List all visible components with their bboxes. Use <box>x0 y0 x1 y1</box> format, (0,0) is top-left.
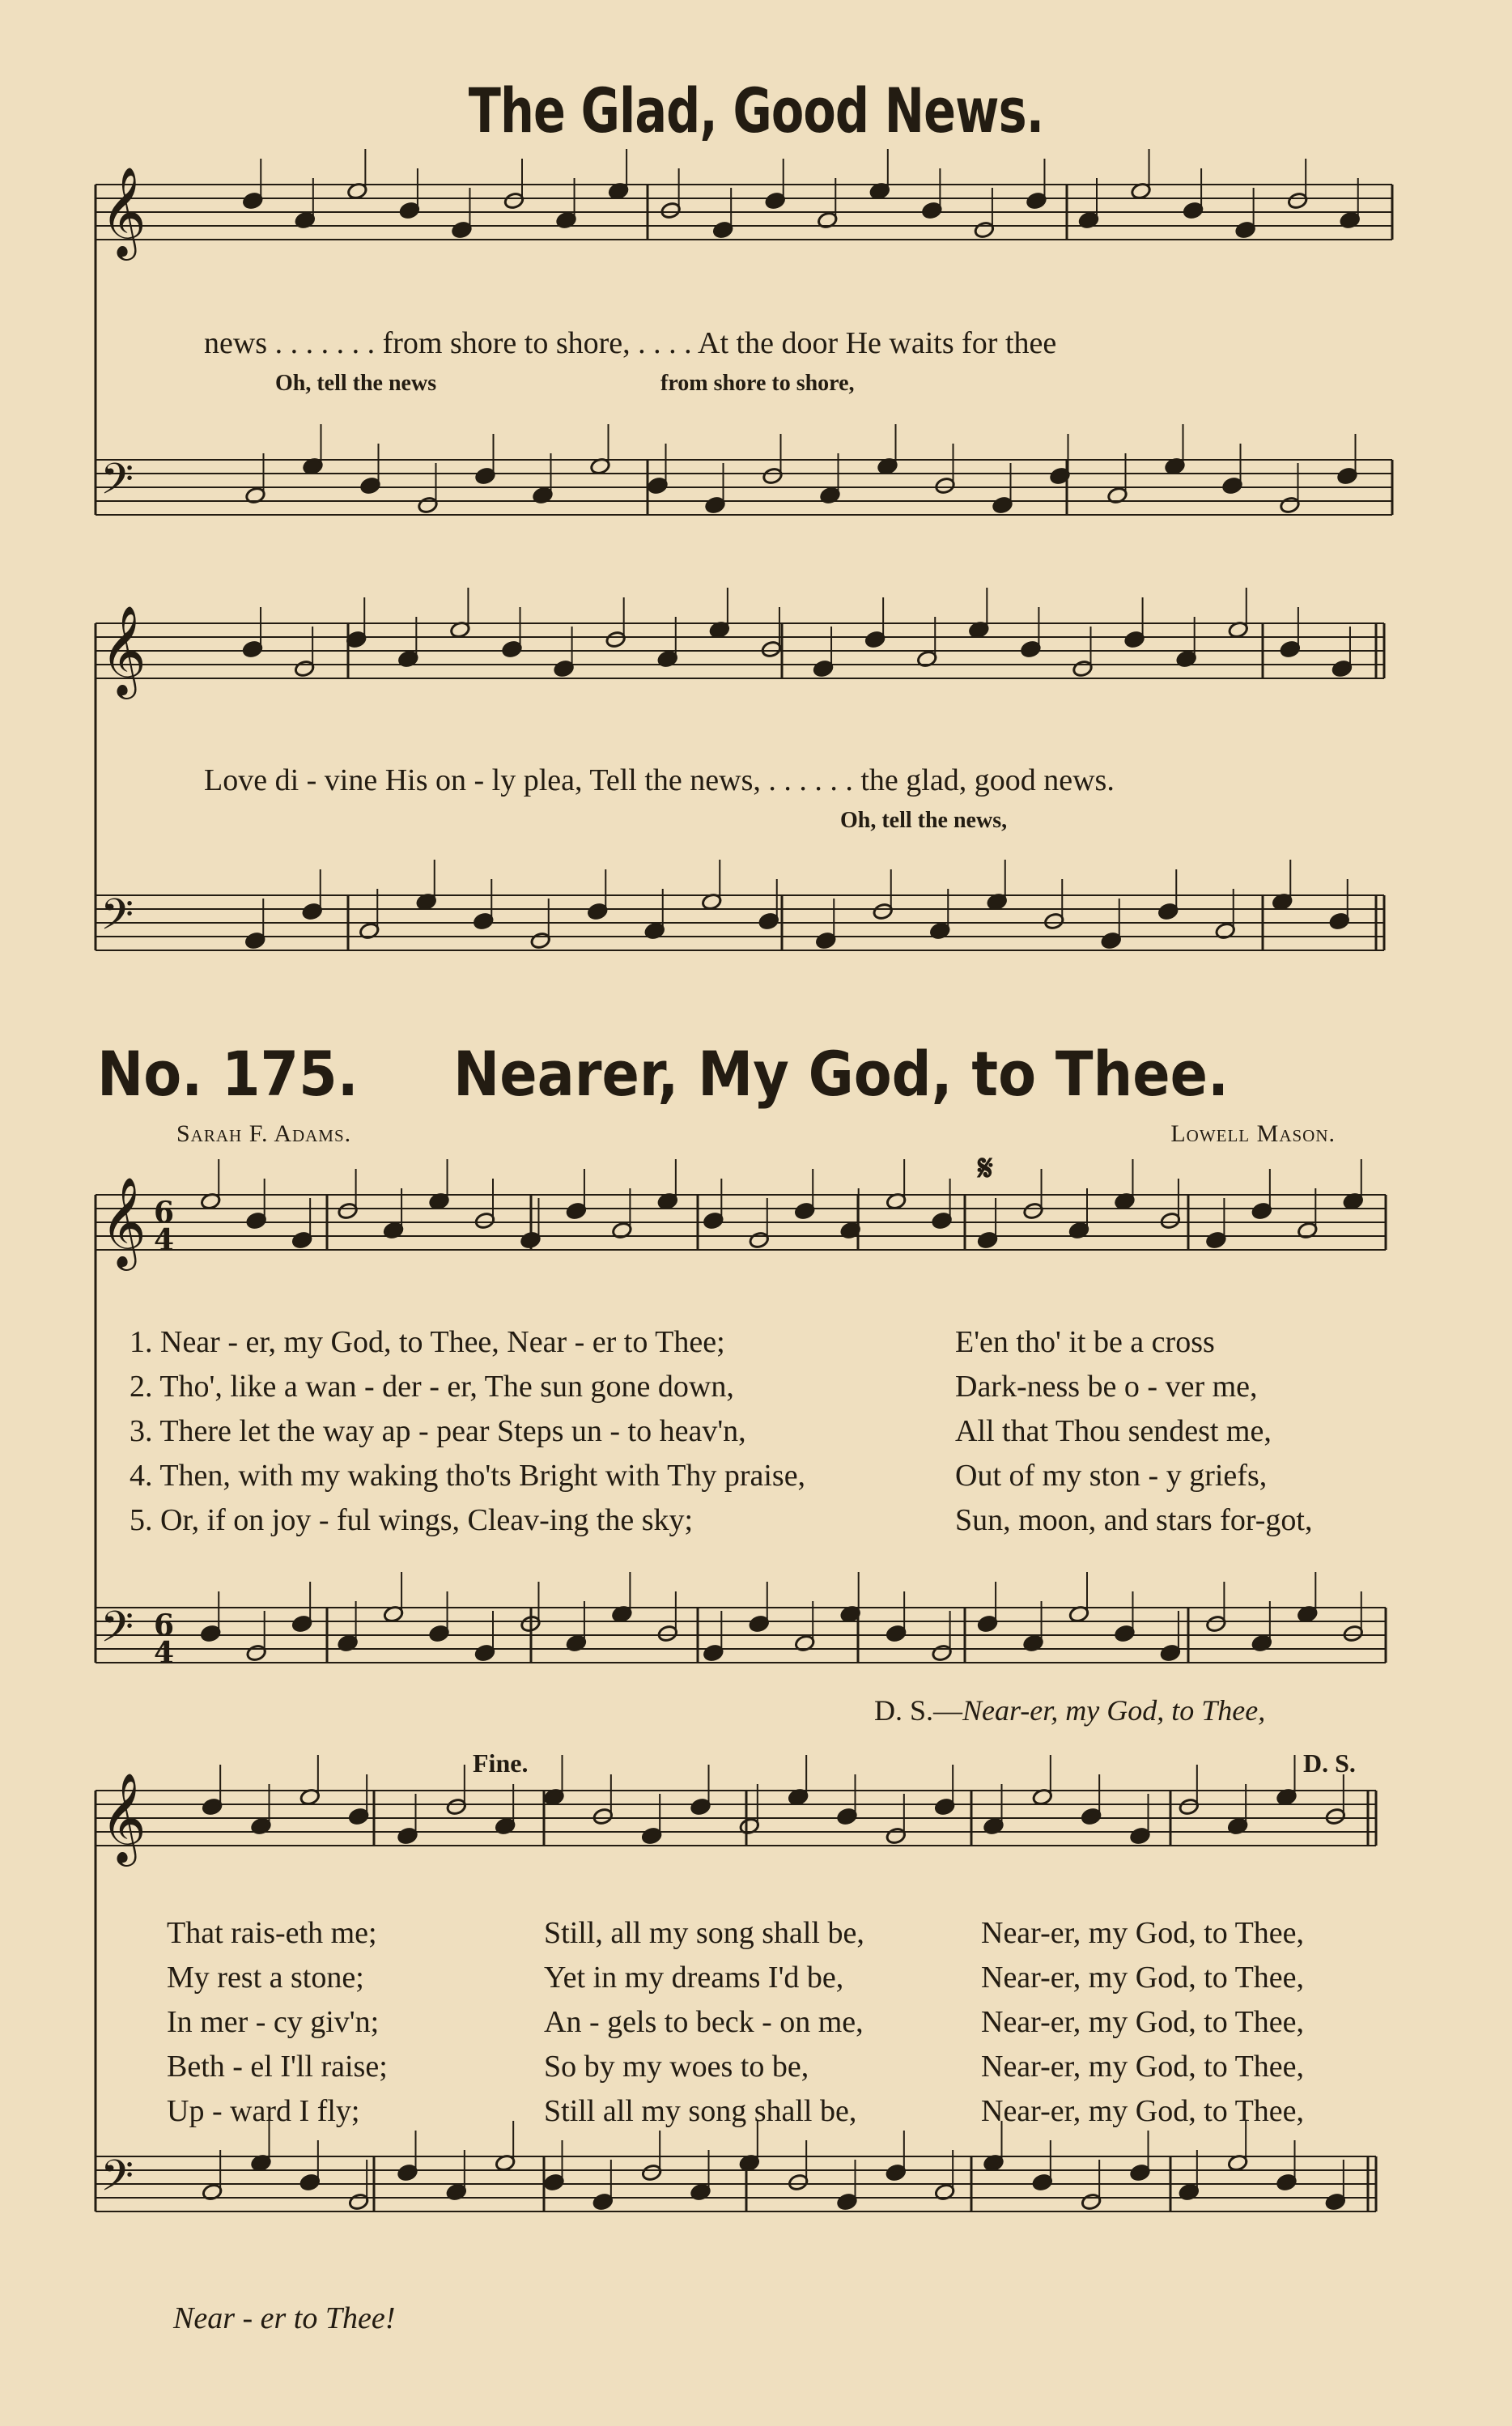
verse-line: 3. There let the way ap - pear Steps un - to heav'n, <box>130 1414 746 1448</box>
treble-clef: 𝄞 <box>100 1176 147 1267</box>
verse-line: E'en tho' it be a cross <box>955 1325 1215 1359</box>
bass-clef: 𝄢 <box>100 890 134 950</box>
verse-line: That rais-eth me; <box>167 1916 377 1950</box>
verse-line: My rest a stone; <box>167 1961 364 1995</box>
verse-line: Dark-ness be o - ver me, <box>955 1370 1258 1404</box>
verse-line: Near-er, my God, to Thee, <box>981 1916 1305 1950</box>
hymn-number: No. 175. <box>97 1038 359 1110</box>
verse-line: All that Thou sendest me, <box>955 1414 1272 1448</box>
ds-text: Near-er, my God, to Thee, <box>962 1694 1266 1727</box>
verse-line: Out of my ston - y griefs, <box>955 1459 1268 1493</box>
verse-line: 1. Near - er, my God, to Thee, Near - er to Thee; <box>130 1325 725 1359</box>
bass-clef: 𝄢 <box>100 1603 134 1663</box>
hymn1-echo-a: Oh, tell the news <box>275 371 437 396</box>
ds-mark: D. S. <box>1303 1748 1356 1778</box>
verse-line: 2. Tho', like a wan - der - er, The sun gone down, <box>130 1370 734 1404</box>
verse-line: Near-er, my God, to Thee, <box>981 1961 1305 1995</box>
ds-label: D. S.— <box>874 1694 963 1727</box>
verse-line: Near-er, my God, to Thee, <box>981 2050 1305 2084</box>
verse-line: Still, all my song shall be, <box>544 1916 864 1950</box>
bass-clef: 𝄢 <box>100 455 134 515</box>
hymn1-lyric-line1: news . . . . . . . from shore to shore, . . . . At the door He waits for thee <box>204 326 1057 360</box>
coda-text: Near - er to Thee! <box>173 2301 396 2335</box>
treble-clef: 𝄞 <box>100 166 147 257</box>
verse-line: 4. Then, with my waking tho'ts Bright with Thy praise, <box>130 1459 806 1493</box>
verse-line: In mer - cy giv'n; <box>167 2005 380 2039</box>
hymn1-echo-c: Oh, tell the news, <box>840 808 1008 833</box>
treble-clef: 𝄞 <box>100 605 147 695</box>
time-signature: 6 <box>154 1608 175 1642</box>
treble-clef: 𝄞 <box>100 1772 147 1863</box>
verse-line: Yet in my dreams I'd be, <box>544 1961 844 1995</box>
verse-line: 5. Or, if on joy - ful wings, Cleav-ing the sky; <box>130 1503 694 1537</box>
hymn2-credits <box>176 1120 1336 1148</box>
verse-line: Near-er, my God, to Thee, <box>981 2005 1305 2039</box>
hymn1-echo-b: from shore to shore, <box>660 371 855 396</box>
verse-line: So by my woes to be, <box>544 2050 809 2084</box>
composer: Lowell Mason. <box>1170 1120 1336 1147</box>
verse-line: Beth - el I'll raise; <box>167 2050 388 2084</box>
verse-line: An - gels to beck - on me, <box>544 2005 864 2039</box>
verse-line: Sun, moon, and stars for-got, <box>955 1503 1313 1537</box>
segno-sign: 𝄋 <box>978 1149 993 1188</box>
time-signature: 4 <box>154 1223 175 1257</box>
verse-line: Near-er, my God, to Thee, <box>981 2094 1305 2128</box>
verse-line: Up - ward I fly; <box>167 2094 360 2128</box>
time-signature: 6 <box>154 1196 175 1230</box>
time-signature: 4 <box>154 1636 175 1670</box>
verse-line: Still all my song shall be, <box>544 2094 857 2128</box>
ds-instruction <box>874 1693 1265 1727</box>
hymn2-header <box>97 1038 1425 1110</box>
author: Sarah F. Adams. <box>176 1120 352 1147</box>
hymn-title-nearer-my-god: Nearer, My God, to Thee. <box>453 1038 1229 1110</box>
hymn1-lyric-line2: Love di - vine His on - ly plea, Tell the news, . . . . . . the glad, good news. <box>204 763 1115 797</box>
bass-clef: 𝄢 <box>100 2152 134 2211</box>
hymn-title-glad-good-news: The Glad, Good News. <box>468 74 1044 147</box>
fine-mark: Fine. <box>473 1748 529 1778</box>
